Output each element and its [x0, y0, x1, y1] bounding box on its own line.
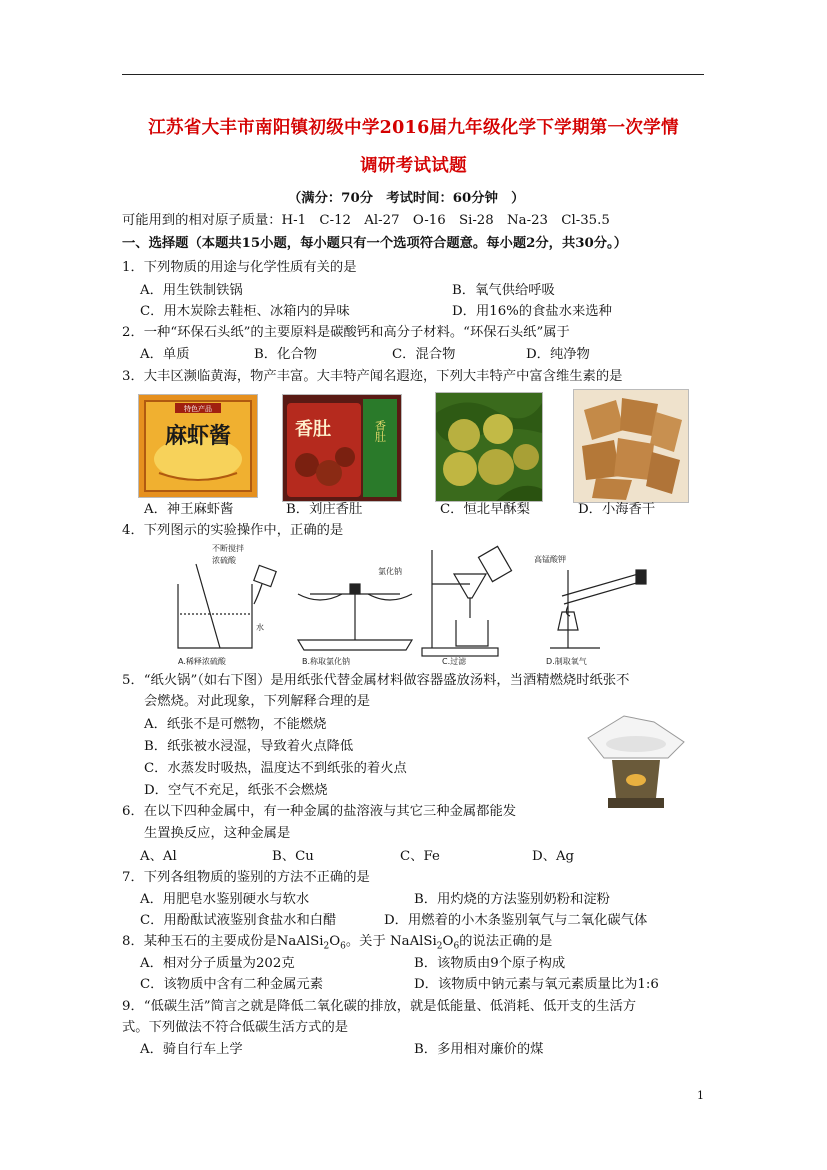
- q7-stem: 7．下列各组物质的鉴别的方法不正确的是: [122, 870, 370, 885]
- sausage-label: 香肚: [295, 419, 331, 440]
- q2-option-c: C．混合物: [392, 347, 456, 362]
- q1-option-b: B．氧气供给呼吸: [452, 283, 555, 298]
- q8-option-a: A．相对分子质量为202克: [140, 956, 295, 971]
- q6-stem-2: 生置换反应，这种金属是: [144, 826, 291, 841]
- q1-stem: 1．下列物质的用途与化学性质有关的是: [122, 260, 357, 275]
- q6-option-d: D、Ag: [532, 849, 575, 864]
- q4-stem: 4．下列图示的实验操作中，正确的是: [122, 523, 344, 538]
- filter-figure: [422, 546, 512, 666]
- q8-option-b: B．该物质由9个原子构成: [414, 956, 566, 971]
- dried-tofu-image: [573, 389, 689, 503]
- q5-option-c: C．水蒸发时吸热，温度达不到纸张的着火点: [144, 761, 407, 776]
- q9-option-b: B．多用相对廉价的煤: [414, 1042, 544, 1057]
- lab-operations-figure: [170, 544, 660, 668]
- q2-option-a: A．单质: [140, 347, 190, 362]
- q9-option-a: A．骑自行车上学: [140, 1042, 243, 1057]
- subtitle: （满分：70分 考试时间：60分钟 ）: [288, 191, 525, 206]
- q7-option-b: B．用灼烧的方法鉴别奶粉和淀粉: [414, 892, 610, 907]
- oxygen-figure: [534, 554, 646, 666]
- caption-b: B.称取氯化钠: [302, 657, 351, 666]
- q6-option-c: C、Fe: [400, 849, 440, 864]
- q8-option-c: C．该物质中含有二种金属元素: [140, 977, 324, 992]
- q7-option-c: C．用酚酞试液鉴别食盐水和白醋: [140, 913, 337, 928]
- dilute-label-acid: 浓硫酸: [212, 556, 236, 565]
- caption-a: A.稀释浓硫酸: [178, 657, 226, 666]
- q1-option-a: A．用生铁制铁锅: [140, 283, 243, 298]
- q5-option-d: D．空气不充足，纸张不会燃烧: [144, 783, 328, 798]
- q5-stem-2: 会燃烧。对此现象，下列解释合理的是: [144, 694, 371, 709]
- q2-option-d: D．纯净物: [526, 347, 590, 362]
- q6-stem-1: 6．在以下四种金属中，有一种金属的盐溶液与其它三种金属都能发: [122, 804, 517, 819]
- shrimp-paste-image: [138, 394, 258, 498]
- paper-hotpot-image: [584, 708, 688, 818]
- q3-option-b: B．刘庄香肚: [286, 502, 363, 517]
- q8-option-d: D．该物质中钠元素与氧元素质量比为1:6: [414, 977, 659, 992]
- page-number: 1: [697, 1089, 704, 1102]
- q3-option-a: A．神王麻虾酱: [144, 502, 234, 517]
- q3-option-d: D．小海香干: [578, 502, 656, 517]
- balance-figure: [298, 566, 412, 666]
- sausage-side-label: 香肚: [373, 420, 387, 442]
- page-title-line2: 调研考试试题: [360, 156, 467, 176]
- q3-option-c: C．恒北早酥梨: [440, 502, 530, 517]
- q9-stem-2: 式。下列做法不符合低碳生活方式的是: [122, 1020, 349, 1035]
- q9-stem-1: 9．“低碳生活”简言之就是降低二氧化碳的排放，就是低能量、低消耗、低开支的生活方: [122, 999, 637, 1014]
- pear-image: [435, 392, 543, 502]
- q6-option-a: A、Al: [140, 849, 177, 864]
- q5-stem-1: 5．“纸火锅”（如右下图）是用纸张代替金属材料做容器盛放汤料，当酒精燃烧时纸张不: [122, 673, 630, 688]
- oxygen-label: 高锰酸钾: [534, 555, 566, 564]
- caption-c: C.过滤: [442, 657, 467, 666]
- section-heading: 一、选择题（本题共15小题，每小题只有一个选项符合题意。每小题2分，共30分。）: [122, 236, 627, 251]
- q7-option-d: D．用燃着的小木条鉴别氧气与二氧化碳气体: [384, 913, 648, 928]
- q1-option-c: C．用木炭除去鞋柜、冰箱内的异味: [140, 304, 350, 319]
- q2-option-b: B．化合物: [254, 347, 317, 362]
- dilute-label-water: 水: [256, 623, 264, 632]
- q2-stem: 2．一种“环保石头纸”的主要原料是碳酸钙和高分子材料。“环保石头纸”属于: [122, 325, 570, 340]
- shrimp-paste-top-label: 特色产品: [184, 405, 212, 413]
- balance-label: 氯化钠: [378, 567, 402, 576]
- q3-stem: 3．大丰区濒临黄海，物产丰富。大丰特产闻名遐迩，下列大丰特产中富含维生素的是: [122, 369, 623, 384]
- page-title: 江苏省大丰市南阳镇初级中学2016届九年级化学下学期第一次学情: [148, 118, 679, 138]
- sausage-image: [282, 394, 402, 502]
- q6-option-b: B、Cu: [272, 849, 314, 864]
- q7-option-a: A．用肥皂水鉴别硬水与软水: [140, 892, 310, 907]
- atomic-masses: 可能用到的相对原子质量：H-1 C-12 Al-27 O-16 Si-28 Na-23 Cl-35.5: [122, 213, 610, 228]
- header-rule: [122, 74, 704, 75]
- shrimp-paste-label: 麻虾酱: [164, 423, 232, 449]
- q5-option-b: B．纸张被水浸湿，导致着火点降低: [144, 739, 354, 754]
- caption-d: D.制取氧气: [546, 657, 587, 666]
- q5-option-a: A．纸张不是可燃物，不能燃烧: [144, 717, 327, 732]
- q1-option-d: D．用16%的食盐水来选种: [452, 304, 612, 319]
- dilute-label-stir: 不断搅拌: [212, 544, 244, 553]
- dilute-acid-figure: [178, 544, 276, 666]
- q8-stem: 8．某种玉石的主要成份是$NaAlSi_2O_6$。关于 $NaAlSi_2O_6$的说法正确的是: [122, 934, 553, 952]
